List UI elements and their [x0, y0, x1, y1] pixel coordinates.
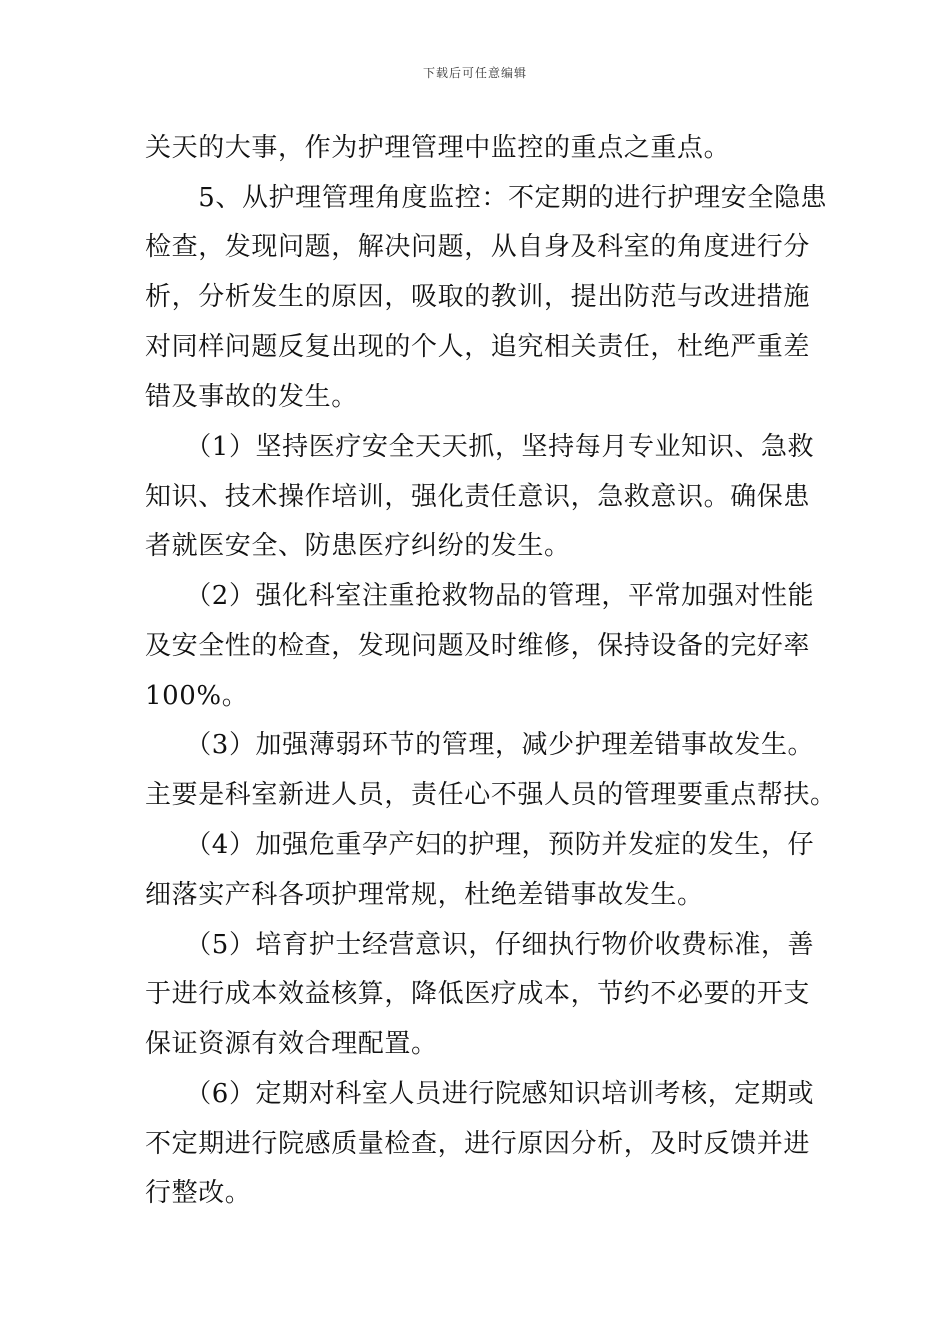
text-line: 检查，发现问题，解决问题，从自身及科室的角度进行分 — [145, 232, 811, 262]
text-line: 关天的大事，作为护理管理中监控的重点之重点。 — [145, 133, 731, 163]
text-line: 保证资源有效合理配置。 — [145, 1029, 438, 1059]
text-line: 对同样问题反复出现的个人，追究相关责任，杜绝严重差 — [145, 332, 811, 362]
text-line: 不定期进行院感质量检查，进行原因分析，及时反馈并进 — [145, 1129, 811, 1159]
text-line: 主要是科室新进人员，责任心不强人员的管理要重点帮扶。 — [145, 780, 837, 810]
text-line: 100%。 — [145, 681, 249, 711]
text-line: （2）强化科室注重抢救物品的管理，平常加强对性能 — [145, 581, 815, 611]
text-line: （6）定期对科室人员进行院感知识培训考核，定期或 — [145, 1079, 815, 1109]
page-header: 下载后可任意编辑 — [422, 66, 527, 80]
text-line: 行整改。 — [145, 1178, 252, 1208]
text-line: 析，分析发生的原因，吸取的教训，提出防范与改进措施 — [145, 282, 811, 312]
text-line: （5）培育护士经营意识，仔细执行物价收费标准，善 — [145, 930, 815, 960]
text-line: 于进行成本效益核算，降低医疗成本，节约不必要的开支 — [145, 979, 811, 1009]
text-line: 知识、技术操作培训，强化责任意识，急救意识。确保患 — [145, 482, 811, 512]
text-line: 细落实产科各项护理常规，杜绝差错事故发生。 — [145, 880, 704, 910]
text-line: 错及事故的发生。 — [145, 382, 358, 412]
text-line: （4）加强危重孕产妇的护理，预防并发症的发生，仔 — [145, 830, 815, 860]
text-line: （1）坚持医疗安全天天抓，坚持每月专业知识、急救 — [145, 432, 815, 462]
text-line: （3）加强薄弱环节的管理，减少护理差错事故发生。 — [145, 730, 815, 760]
text-line: 及安全性的检查，发现问题及时维修，保持设备的完好率 — [145, 631, 811, 661]
text-line: 5、从护理管理角度监控：不定期的进行护理安全隐患 — [145, 183, 828, 213]
text-line: 者就医安全、防患医疗纠纷的发生。 — [145, 531, 571, 561]
